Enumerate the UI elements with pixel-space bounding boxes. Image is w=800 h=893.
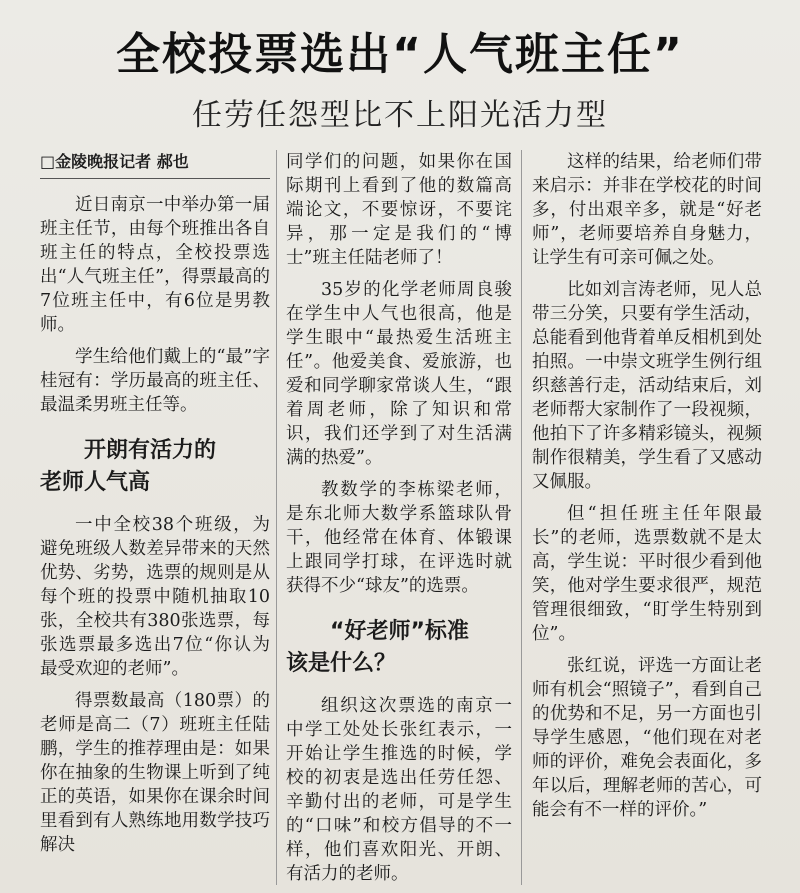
article-column-3 xyxy=(532,150,762,887)
section-heading-1 xyxy=(40,435,270,499)
paragraph: 一中全校38个班级，为避免班级人数差异带来的天然优势、劣势，选票的规则是从每个班的投票中随机抽取10张，全校共有380张选票，每张选票最多选出7位“你认为最受欢迎的老师”。 xyxy=(40,515,270,679)
byline: □金陵晚报记者 郝也 xyxy=(40,150,270,179)
section-heading-2 xyxy=(286,616,512,680)
article-column-2 xyxy=(286,150,512,887)
section-heading-line: 老师人气高 xyxy=(40,470,151,495)
paragraph: 35岁的化学老师周良骏在学生中人气也很高，他是学生眼中“最热爱生活班主任”。他爱美食、爱旅游，也爱和同学聊家常谈人生，“跟着周老师，除了知识和常识，我们还学到了对生活满满的热爱”。 xyxy=(286,280,512,468)
subheadline: 任劳任怨型比不上阳光活力型 xyxy=(192,98,608,133)
section-heading-line: 该是什么？ xyxy=(286,651,397,676)
headline: 全校投票选出“人气班主任” xyxy=(116,29,684,80)
paragraph: 组织这次票选的南京一中学工处处长张红表示，一开始让学生推选的时候，学校的初衷是选出任劳任怨、辛勤付出的老师，可是学生的“口味”和校方倡导的不一样，他们喜欢阳光、开朗、有活力的老师。 xyxy=(286,696,512,884)
paragraph: 比如刘言涛老师，见人总带三分笑，只要有学生活动，总能看到他背着单反相机到处拍照。一中崇文班学生例行组织慈善行走，活动结束后，刘老师帮大家制作了一段视频，他拍下了许多精彩镜头，视频制作很精美，学生看了又感动又佩服。 xyxy=(532,280,762,492)
paragraph: 教数学的李栋梁老师，是东北师大数学系篮球队骨干，他经常在体育、体锻课上跟同学打球，在评选时就获得不少“球友”的选票。 xyxy=(286,480,512,596)
paragraph: 张红说，评选一方面让老师有机会“照镜子”，看到自己的优势和不足，另一方面也引导学生感恩，“他们现在对老师的评价，难免会表面化，多年以后，理解老师的苦心，可能会有不一样的评价。” xyxy=(532,656,762,820)
paragraph: 这样的结果，给老师们带来启示：并非在学校花的时间多，付出艰辛多，就是“好老师”，老师要培养自身魅力，让学生有可亲可佩之处。 xyxy=(532,152,762,268)
section-heading-line: 开朗有活力的 xyxy=(84,438,217,463)
paragraph: 近日南京一中举办第一届班主任节，由每个班推出各自班主任的特点，全校投票选出“人气班主任”，得票最高的7位班主任中，有6位是男教师。 xyxy=(40,195,270,335)
column-divider-1 xyxy=(276,150,277,885)
article-column-1 xyxy=(40,150,270,887)
paragraph: 同学们的问题，如果你在国际期刊上看到了他的数篇高端论文，不要惊讶，不要诧异，那一定是我们的“博士”班主任陆老师了！ xyxy=(286,152,512,268)
paragraph: 得票数最高（180票）的老师是高二（7）班班主任陆鹏，学生的推荐理由是：如果你在抽象的生物课上听到了纯正的英语，如果你在课余时间里看到有人熟练地用数学技巧解决 xyxy=(40,691,270,855)
column-divider-2 xyxy=(521,150,522,885)
paragraph: 但“担任班主任年限最长”的老师，选票数就不是太高，学生说：平时很少看到他笑，他对学生要求很严，规范管理很细致，“盯学生特别到位”。 xyxy=(532,504,762,644)
section-heading-line: “好老师”标准 xyxy=(330,619,469,644)
paragraph: 学生给他们戴上的“最”字桂冠有：学历最高的班主任、最温柔男班主任等。 xyxy=(40,347,270,415)
